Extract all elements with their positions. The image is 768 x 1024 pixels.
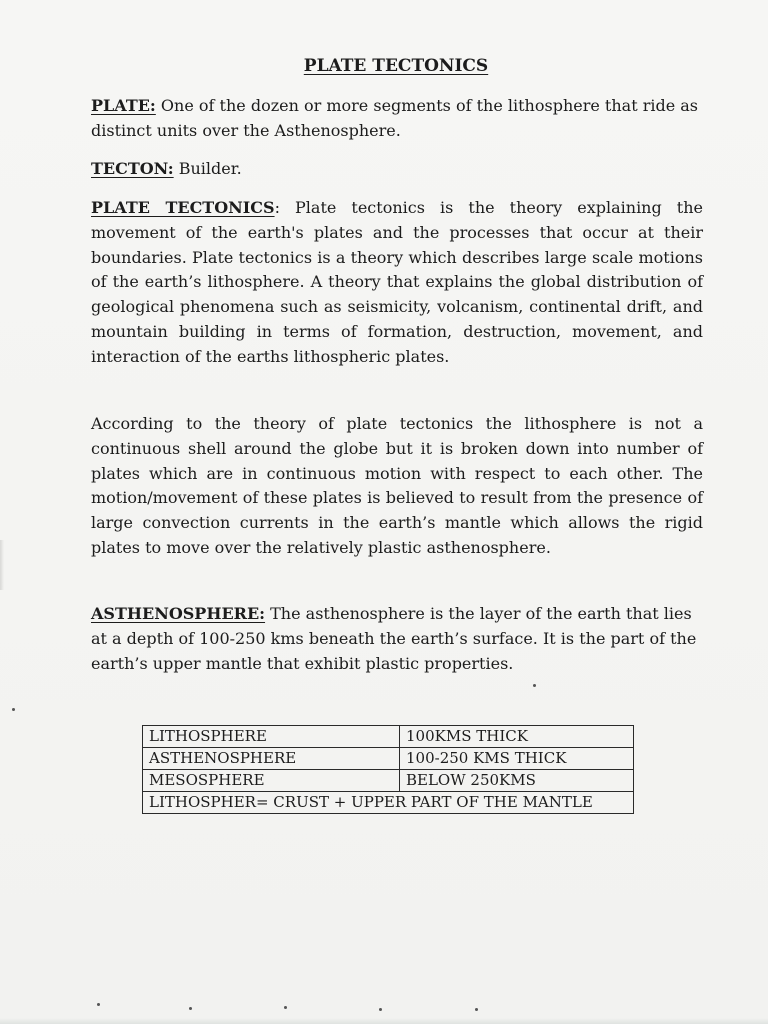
term-plate: PLATE: — [91, 96, 156, 115]
scan-speck — [475, 1008, 478, 1011]
scan-speck — [284, 1006, 287, 1009]
scan-speck — [12, 708, 15, 711]
scan-edge-shadow — [0, 540, 4, 590]
scan-speck — [533, 684, 536, 687]
table-row — [143, 770, 634, 792]
definition-asthenosphere-text: The asthenosphere is the layer of the earth that lies at a depth of 100-250 kms beneath the earth’s surface. It is the part of the earth’s upper mantle that exhibit plastic properties. — [91, 604, 697, 673]
theory-paragraph: According to the theory of plate tectonics the lithosphere is not a continuous shell around the globe but it is broken down into number of plates which are in continuous motion with respect to each other. The motion/movement of these plates is believed to result from the presence of large convection currents in the earth’s mantle which allows the rigid plates to move over the relatively plastic asthenosphere. — [91, 414, 703, 557]
definition-tecton-text: Builder. — [173, 159, 242, 178]
table-cell-layer: ASTHENOSPHERE — [143, 748, 400, 770]
scan-speck — [379, 1008, 382, 1011]
table-footer-row — [143, 792, 634, 814]
definition-asthenosphere — [91, 602, 703, 676]
definition-plate — [91, 94, 703, 144]
definition-plate-tectonics-text: : Plate tectonics is the theory explaining the movement of the earth's plates and the processes that occur at their boundaries. Plate tectonics is a theory which describes large scale motions of the earth’s lithosphere. A theory that explains the global distribution of geological phenomena such as seismicity, volcanism, continental drift, and mountain building in terms of formation, destruction, movement, and interaction of the earths lithospheric plates. — [91, 198, 704, 366]
definition-tecton — [91, 157, 703, 182]
table-cell-value: 100KMS THICK — [400, 726, 634, 748]
table-cell-layer: LITHOSPHERE — [143, 726, 400, 748]
scan-bottom-band — [0, 1018, 768, 1024]
table-row — [143, 748, 634, 770]
table-cell-value: BELOW 250KMS — [400, 770, 634, 792]
table-row — [143, 726, 634, 748]
table-cell-layer: MESOSPHERE — [143, 770, 400, 792]
table-cell-value: 100-250 KMS THICK — [400, 748, 634, 770]
earth-layers-table — [142, 725, 634, 814]
document-title: PLATE TECTONICS — [303, 56, 489, 76]
definition-plate-tectonics — [91, 196, 703, 370]
term-tecton: TECTON: — [91, 159, 174, 178]
table-footer-cell: LITHOSPHER= CRUST + UPPER PART OF THE MANTLE — [143, 792, 634, 814]
term-asthenosphere: ASTHENOSPHERE: — [91, 604, 266, 623]
term-plate-tectonics: PLATE TECTONICS — [91, 198, 275, 217]
scan-speck — [97, 1003, 100, 1006]
scan-speck — [189, 1007, 192, 1010]
definition-plate-text: One of the dozen or more segments of the lithosphere that ride as distinct units over the Asthenosphere. — [91, 96, 699, 140]
